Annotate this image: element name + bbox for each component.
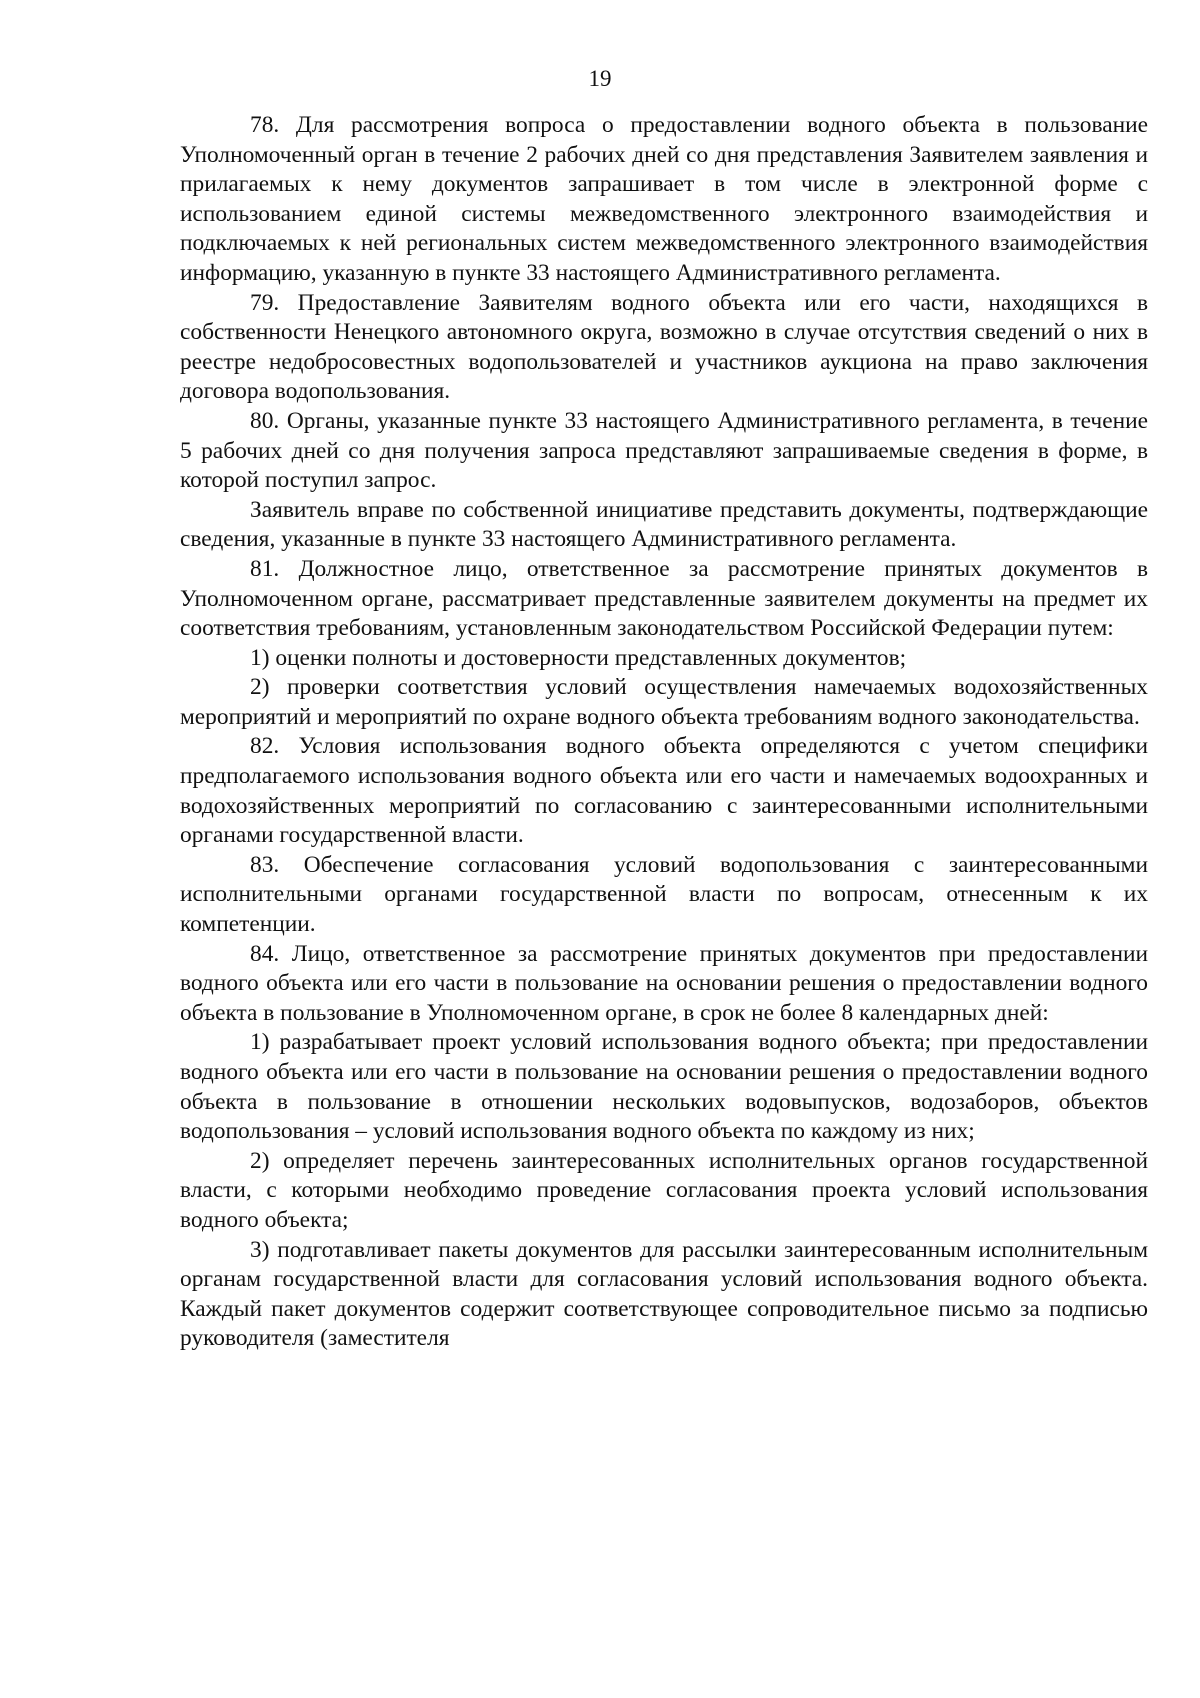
paragraph-84-item-2: 2) определяет перечень заинтересованных исполнительных органов государственной власти, с которыми необходимо проведение согласования проекта условий использования водного объекта; [180, 1147, 1148, 1233]
paragraph-84: 84. Лицо, ответственное за рассмотрение принятых документов при предоставлении водного объекта или его части в пользование на основании решения о предоставлении водного объекта в пользование в Уполномоченном органе, в срок не более 8 календарных дней: [180, 940, 1148, 1026]
paragraph-81-item-1: 1) оценки полноты и достоверности представленных документов; [250, 644, 907, 671]
body-text [180, 111, 1148, 1354]
paragraph-82: 82. Условия использования водного объекта определяются с учетом специфики предполагаемого использования водного объекта или его части и намечаемых водоохранных и водохозяйственных мероприятий по согласованию с заинтересованными исполнительными органами государственной власти. [180, 733, 1148, 849]
paragraph-83: 83. Обеспечение согласования условий водопользования с заинтересованными исполнительными органами государственной власти по вопросам, отнесенным к их компетенции. [180, 851, 1148, 938]
paragraph-84-item-3: 3) подготавливает пакеты документов для рассылки заинтересованным исполнительным органам государственной власти для согласования условий использования водного объекта. Каждый пакет документов содержит соответствующее сопроводительное письмо за подписью руководителя (заместителя [180, 1236, 1148, 1352]
paragraph-81-item-2: 2) проверки соответствия условий осуществления намечаемых водохозяйственных мероприятий и мероприятий по охране водного объекта требованиям водного законодательства. [180, 674, 1148, 730]
page-number: 19 [588, 66, 612, 91]
paragraph-80-applicant: Заявитель вправе по собственной инициативе представить документы, подтверждающие сведения, указанные в пункте 33 настоящего Административного регламента. [180, 496, 1148, 553]
paragraph-81: 81. Должностное лицо, ответственное за рассмотрение принятых документов в Уполномоченном органе, рассматривает представленные заявителем документы на предмет их соответствия требованиям, установленным законодательством Российской Федерации путем: [180, 555, 1148, 642]
paragraph-78: 78. Для рассмотрения вопроса о предоставлении водного объекта в пользование Уполномоченный орган в течение 2 рабочих дней со дня представления Заявителем заявления и прилагаемых к нему документов запрашивает в том числе в электронной форме с использованием единой системы межведомственного электронного взаимодействия и подключаемых к ней региональных систем межведомственного электронного взаимодействия информацию, указанную в пункте 33 настоящего Административного регламента. [180, 112, 1148, 286]
paragraph-80: 80. Органы, указанные пункте 33 настоящего Административного регламента, в течение 5 рабочих дней со дня получения запроса представляют запрашиваемые сведения в форме, в которой поступил запрос. [180, 407, 1148, 494]
paragraph-79: 79. Предоставление Заявителям водного объекта или его части, находящихся в собственности Ненецкого автономного округа, возможно в случае отсутствия сведений о них в реестре недобросовестных водопользователей и участников аукциона на право заключения договора водопользования. [180, 289, 1148, 405]
paragraph-84-item-1: 1) разрабатывает проект условий использования водного объекта; при предоставлении водного объекта или его части в пользование на основании решения о предоставлении водного объекта в пользование в отношении нескольких водовыпусков, водозаборов, объектов водопользования – условий использования водного объекта по каждому из них; [180, 1029, 1148, 1145]
